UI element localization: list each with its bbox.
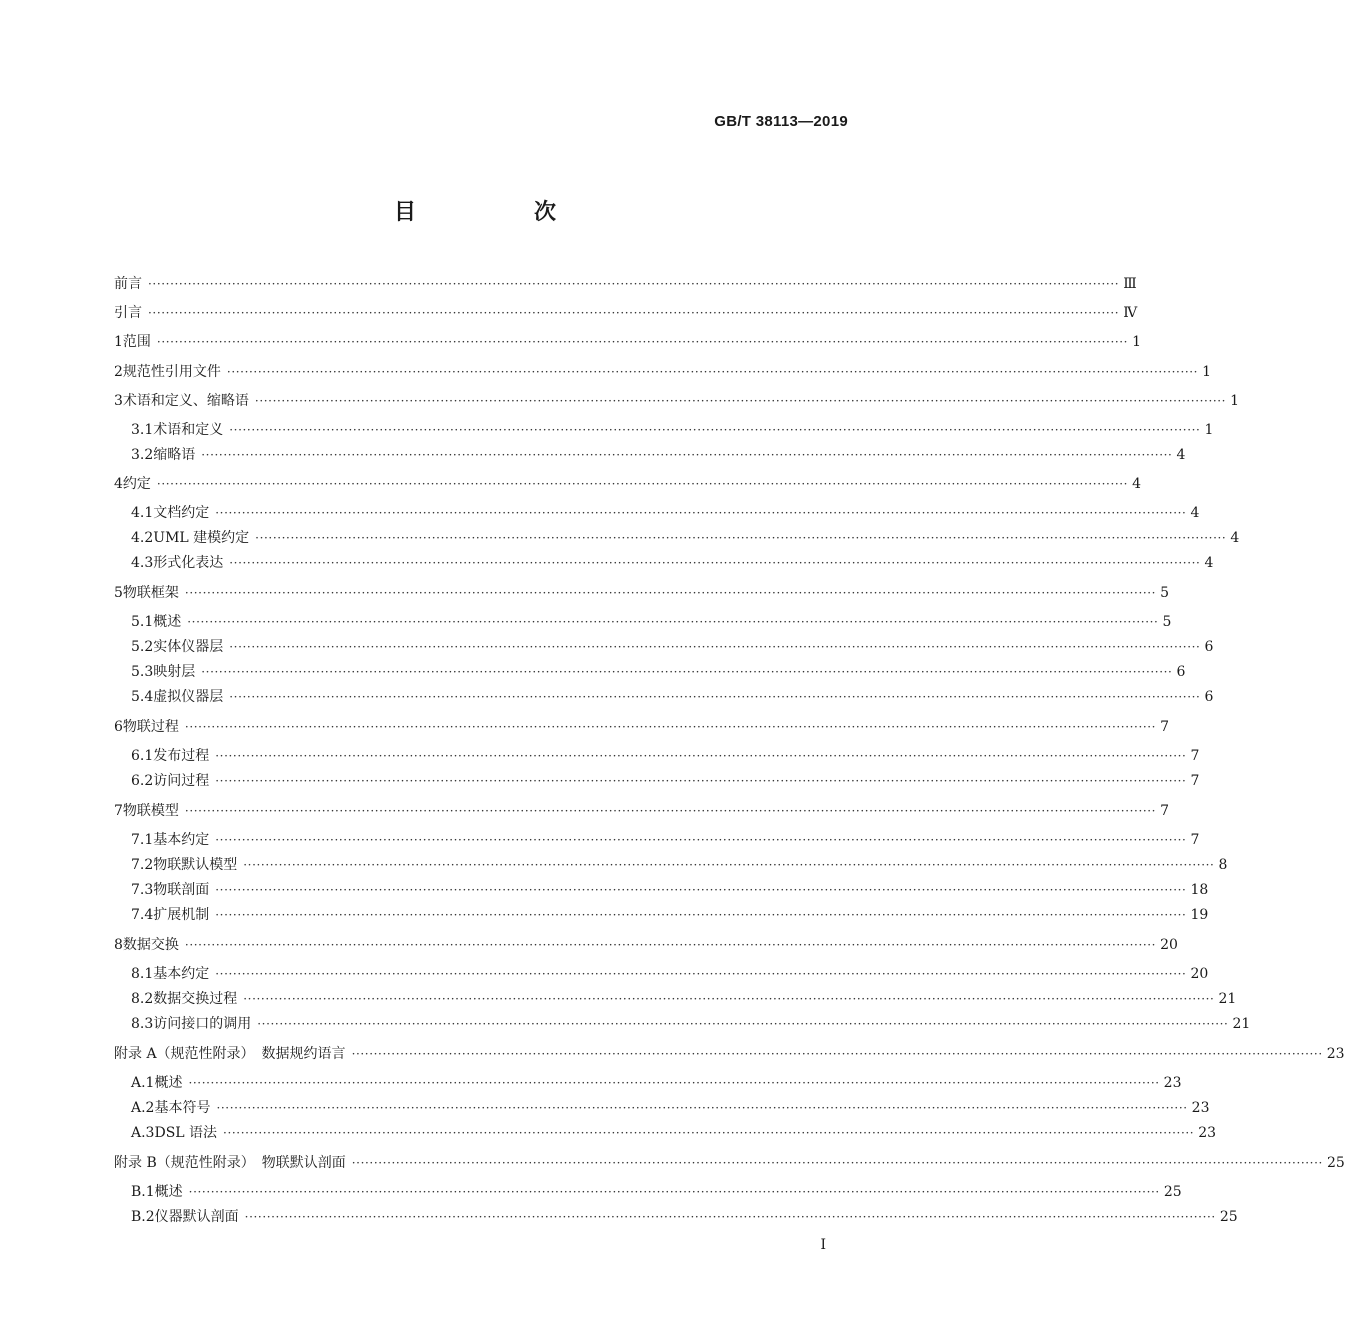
toc-entry-number: 1 <box>114 334 123 350</box>
toc-entry-page: 4 <box>1176 447 1186 463</box>
toc-entry-title: 物联框架 <box>122 585 179 601</box>
toc-entry[interactable] <box>114 770 1200 792</box>
toc-leader-dots: ···························································································································································································································· <box>215 749 1187 763</box>
toc-leader-dots: ···························································································································································································································· <box>201 448 1173 462</box>
toc-entry-title: 约定 <box>122 476 151 492</box>
toc-entry-page: 18 <box>1190 882 1209 898</box>
toc-entry-page: 6 <box>1204 689 1214 705</box>
toc-leader-dots: ···························································································································································································································· <box>156 477 1129 491</box>
toc-leader-dots: ···························································································································································································································· <box>188 1076 1160 1090</box>
toc-entry-number: 5 <box>114 585 123 601</box>
toc-entry-number: 8.1 <box>131 966 154 982</box>
toc-leader-dots: ···························································································································································································································· <box>215 774 1187 788</box>
toc-entry[interactable] <box>114 854 1228 876</box>
toc-entry-title: 扩展机制 <box>153 907 210 923</box>
toc-entry[interactable] <box>114 829 1200 851</box>
toc-entry[interactable] <box>114 552 1214 574</box>
toc-entry-page: 21 <box>1232 1016 1251 1032</box>
toc-entry-title: 访问接口的调用 <box>153 1016 252 1032</box>
toc-entry-title: 数据交换 <box>122 937 179 953</box>
toc-entry-page: 23 <box>1326 1046 1345 1062</box>
toc-entry[interactable] <box>114 745 1200 767</box>
toc-leader-dots: ···························································································································································································································· <box>184 586 1157 600</box>
toc-entry-page: Ⅳ <box>1123 305 1138 321</box>
toc-entry-title: 仪器默认剖面 <box>154 1209 239 1225</box>
toc-entry-title: 数据交换过程 <box>153 991 238 1007</box>
toc-entry[interactable] <box>114 1013 1251 1035</box>
toc-entry[interactable] <box>114 661 1186 683</box>
toc-leader-dots: ···························································································································································································································· <box>223 1126 1195 1140</box>
toc-entry[interactable] <box>114 361 1212 383</box>
toc-entry-title: 前言 <box>114 276 142 292</box>
toc-entry-page: 25 <box>1163 1184 1182 1200</box>
toc-entry-title: 缩略语 <box>153 447 196 463</box>
toc-leader-dots: ···························································································································································································································· <box>188 1185 1160 1199</box>
toc-leader-dots: ···························································································································································································································· <box>187 615 1159 629</box>
toc-entry-number: 4 <box>114 476 123 492</box>
toc-entry-number: A.1 <box>131 1075 155 1091</box>
toc-entry-title: 基本约定 <box>153 966 210 982</box>
toc-leader-dots: ···························································································································································································································· <box>351 1156 1323 1170</box>
toc-entry-page: 1 <box>1204 422 1214 438</box>
toc-entry-number: 5.3 <box>131 664 154 680</box>
toc-entry-number: B.2 <box>131 1209 155 1225</box>
toc-entry-title: 概述 <box>154 1184 183 1200</box>
toc-entry[interactable] <box>114 636 1214 658</box>
toc-entry[interactable] <box>114 800 1170 822</box>
toc-entry-page: 1 <box>1132 334 1142 350</box>
toc-entry-page: 4 <box>1230 530 1240 546</box>
toc-entry-number: 5.1 <box>131 614 154 630</box>
toc-entry[interactable] <box>114 502 1200 524</box>
toc-entry[interactable] <box>114 1152 1345 1174</box>
toc-entry-number: 4.3 <box>131 555 154 571</box>
toc-entry-page: 6 <box>1204 639 1214 655</box>
toc-entry-page: 23 <box>1163 1075 1182 1091</box>
toc-entry-page: 21 <box>1218 991 1237 1007</box>
toc-entry-number: 6.2 <box>131 773 154 789</box>
toc-entry-page: 5 <box>1162 614 1172 630</box>
toc-entry[interactable] <box>114 390 1240 412</box>
toc-entry-title: 虚拟仪器层 <box>153 689 224 705</box>
toc-entry[interactable] <box>114 686 1214 708</box>
toc-entry-title: 物联过程 <box>122 719 179 735</box>
toc-entry-page: 4 <box>1132 476 1142 492</box>
toc-leader-dots: ···························································································································································································································· <box>215 908 1187 922</box>
toc-entry-title: 形式化表达 <box>153 555 224 571</box>
toc-entry[interactable] <box>114 273 1137 295</box>
toc-leader-dots: ···························································································································································································································· <box>229 640 1201 654</box>
toc-entry-title: 术语和定义 <box>153 422 224 438</box>
toc-entry-page: 25 <box>1219 1209 1238 1225</box>
toc-entry-title: 物联默认模型 <box>153 857 238 873</box>
toc-entry-page: 7 <box>1190 773 1200 789</box>
toc-entry[interactable] <box>114 611 1172 633</box>
toc-entry-page: 7 <box>1160 719 1170 735</box>
toc-entry-title: 发布过程 <box>153 748 210 764</box>
toc-entry-page: 4 <box>1190 505 1200 521</box>
toc-entry[interactable] <box>114 419 1214 441</box>
toc-leader-dots: ···························································································································································································································· <box>184 720 1157 734</box>
toc-leader-dots: ···························································································································································································································· <box>148 306 1120 320</box>
toc-entry[interactable] <box>114 879 1209 901</box>
toc-entry[interactable] <box>114 1122 1217 1144</box>
toc-entry-title: 访问过程 <box>153 773 210 789</box>
toc-entry-title: UML 建模约定 <box>153 530 250 546</box>
toc-entry-title: DSL 语法 <box>154 1125 218 1141</box>
toc-entry-number: 4.1 <box>131 505 154 521</box>
toc-entry-page: 4 <box>1204 555 1214 571</box>
toc-entry[interactable] <box>114 582 1170 604</box>
toc-leader-dots: ···························································································································································································································· <box>244 1210 1216 1224</box>
toc-entry-title: 规范性引用文件 <box>122 364 221 380</box>
toc-leader-dots: ···························································································································································································································· <box>215 833 1187 847</box>
toc-entry-title: 物联模型 <box>122 803 179 819</box>
toc-entry-page: 7 <box>1190 832 1200 848</box>
toc-entry[interactable] <box>114 1181 1182 1203</box>
toc-entry-title: 文档约定 <box>153 505 210 521</box>
toc-entry-title: 概述 <box>153 614 182 630</box>
toc-entry-title: 范围 <box>122 334 151 350</box>
toc-entry-number: 6.1 <box>131 748 154 764</box>
toc-entry-number: 3.2 <box>131 447 154 463</box>
toc-entry-number: 8.3 <box>131 1016 154 1032</box>
page-number: Ⅰ <box>820 1237 826 1253</box>
toc-leader-dots: ···························································································································································································································· <box>215 883 1187 897</box>
toc-leader-dots: ···························································································································································································································· <box>243 992 1215 1006</box>
toc-entry-number: 6 <box>114 719 123 735</box>
toc-entry-title: 术语和定义、缩略语 <box>122 393 249 409</box>
toc-entry[interactable] <box>114 904 1209 926</box>
toc-entry-page: 5 <box>1160 585 1170 601</box>
toc-entry-page: 20 <box>1190 966 1209 982</box>
toc-entry-number: 7 <box>114 803 123 819</box>
toc-entry-title: 附录 A（规范性附录） 数据规约语言 <box>114 1046 346 1062</box>
toc-leader-dots: ···························································································································································································································· <box>156 335 1129 349</box>
toc-entry[interactable] <box>114 1097 1210 1119</box>
toc-entry[interactable] <box>114 1072 1182 1094</box>
toc-entry-page: 23 <box>1191 1100 1210 1116</box>
toc-entry-title: 映射层 <box>153 664 196 680</box>
toc-entry-page: 19 <box>1190 907 1209 923</box>
toc-entry-number: 7.2 <box>131 857 154 873</box>
toc-entry-page: 8 <box>1218 857 1228 873</box>
toc-leader-dots: ···························································································································································································································· <box>226 365 1199 379</box>
toc-entry-title: 基本符号 <box>154 1100 211 1116</box>
toc-entry[interactable] <box>114 331 1142 353</box>
toc-leader-dots: ···························································································································································································································· <box>184 804 1157 818</box>
toc-entry-title: 概述 <box>154 1075 183 1091</box>
toc-leader-dots: ···························································································································································································································· <box>254 394 1227 408</box>
toc-entry[interactable] <box>114 473 1142 495</box>
toc-leader-dots: ···························································································································································································································· <box>215 967 1187 981</box>
toc-entry-number: 2 <box>114 364 123 380</box>
toc-entry-title: 附录 B（规范性附录） 物联默认剖面 <box>114 1155 346 1171</box>
toc-entry-page: 25 <box>1326 1155 1345 1171</box>
toc-entry-page: Ⅲ <box>1123 276 1137 292</box>
toc-entry-page: 23 <box>1198 1125 1217 1141</box>
toc-entry-page: 7 <box>1160 803 1170 819</box>
toc-leader-dots: ···························································································································································································································· <box>184 938 1157 952</box>
toc-entry-page: 20 <box>1160 937 1178 953</box>
toc-entry-page: 1 <box>1230 393 1240 409</box>
toc-entry[interactable] <box>114 1206 1238 1228</box>
toc-entry-number: 3.1 <box>131 422 154 438</box>
toc-entry[interactable] <box>114 934 1178 956</box>
toc-entry[interactable] <box>114 1043 1345 1065</box>
toc-leader-dots: ···························································································································································································································· <box>216 1101 1188 1115</box>
toc-entry-number: 7.1 <box>131 832 154 848</box>
toc-leader-dots: ···························································································································································································································· <box>229 690 1201 704</box>
toc-leader-dots: ···························································································································································································································· <box>229 423 1201 437</box>
toc-entry[interactable] <box>114 444 1186 466</box>
toc-entry-title: 物联剖面 <box>153 882 210 898</box>
toc-entry-number: 3 <box>114 393 123 409</box>
standard-code: GB/T 38113—2019 <box>714 113 848 130</box>
toc-entry-number: 7.4 <box>131 907 154 923</box>
toc-entry-title: 引言 <box>114 305 142 321</box>
toc-entry-title: 实体仪器层 <box>153 639 224 655</box>
toc-entry-number: 5.4 <box>131 689 154 705</box>
toc-leader-dots: ···························································································································································································································· <box>351 1047 1323 1061</box>
toc-leader-dots: ···························································································································································································································· <box>255 531 1227 545</box>
toc-entry-title: 基本约定 <box>153 832 210 848</box>
toc-leader-dots: ···························································································································································································································· <box>201 665 1173 679</box>
toc-entry-page: 6 <box>1176 664 1186 680</box>
toc-entry-number: 5.2 <box>131 639 154 655</box>
toc-entry-number: 4.2 <box>131 530 154 546</box>
toc-entry-number: 8.2 <box>131 991 154 1007</box>
toc-entry-number: 8 <box>114 937 123 953</box>
toc-leader-dots: ···························································································································································································································· <box>148 277 1120 291</box>
toc-leader-dots: ···························································································································································································································· <box>257 1017 1229 1031</box>
toc-entry[interactable] <box>114 988 1237 1010</box>
toc-entry-page: 7 <box>1190 748 1200 764</box>
toc-entry[interactable] <box>114 527 1240 549</box>
toc-entry-number: A.2 <box>131 1100 155 1116</box>
page-title: 目 次 <box>393 200 604 225</box>
toc-entry-page: 1 <box>1202 364 1212 380</box>
toc-leader-dots: ···························································································································································································································· <box>229 556 1201 570</box>
toc-entry[interactable] <box>114 716 1170 738</box>
toc-leader-dots: ···························································································································································································································· <box>243 858 1215 872</box>
toc-entry-number: 7.3 <box>131 882 154 898</box>
toc-entry[interactable] <box>114 963 1209 985</box>
toc-entry[interactable] <box>114 302 1138 324</box>
toc-entry-number: B.1 <box>131 1184 155 1200</box>
toc-entry-number: A.3 <box>131 1125 155 1141</box>
toc-leader-dots: ···························································································································································································································· <box>215 506 1187 520</box>
